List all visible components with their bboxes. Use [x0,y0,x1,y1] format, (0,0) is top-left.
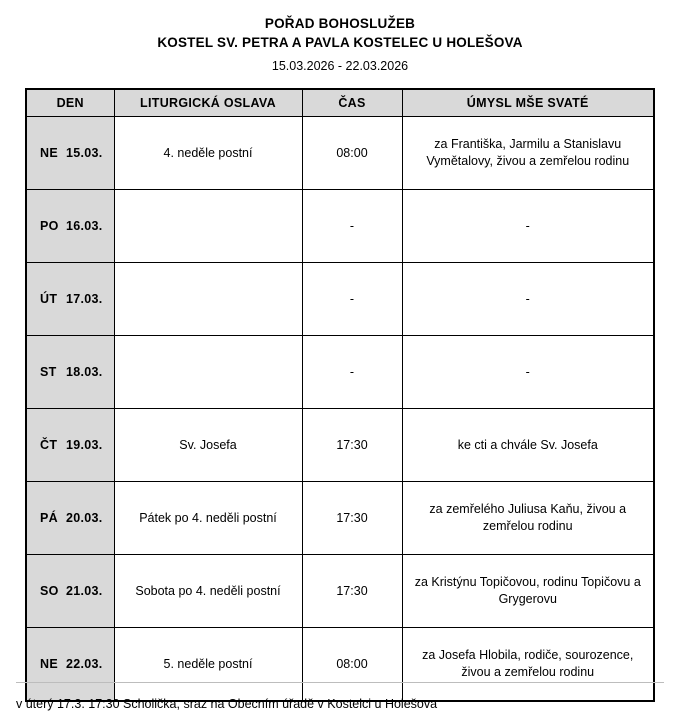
row-day-cell [26,409,114,482]
day-date: 19.03. [66,438,103,452]
row-day-cell [26,482,114,555]
footer-note-text: v úterý 17.3. 17:30 Scholička, sraz na Obecním úřadě v Kostelci u Holešova [16,697,438,711]
document-header [0,0,680,76]
page-title: POŘAD BOHOSLUŽEB [264,16,416,31]
row-time-cell: 17:30 [302,409,402,482]
row-intention-cell: za Josefa Hlobila, rodiče, sourozence, živou a zemřelou rodinu [402,628,654,702]
table-row [26,263,654,336]
row-time-cell: - [302,190,402,263]
row-time-cell: 08:00 [302,117,402,190]
row-liturgy-cell [114,190,302,263]
day-date: 18.03. [66,365,103,379]
page-subtitle: KOSTEL SV. PETRA A PAVLA KOSTELEC U HOLEŠOVA [157,35,523,50]
column-header-day: DEN [26,89,114,117]
day-name: NE [40,146,58,160]
row-liturgy-cell: 5. neděle postní [114,628,302,702]
date-range: 15.03.2026 - 22.03.2026 [271,59,409,73]
row-intention-cell: - [402,263,654,336]
row-intention-cell: za Františka, Jarmilu a Stanislavu Vymětalovy, živou a zemřelou rodinu [402,117,654,190]
row-time-cell: 17:30 [302,482,402,555]
row-liturgy-cell: Sv. Josefa [114,409,302,482]
day-date: 16.03. [66,219,103,233]
table-row [26,482,654,555]
day-date: 22.03. [66,657,103,671]
row-time-cell: 17:30 [302,555,402,628]
row-time-cell: - [302,336,402,409]
column-header-liturgy: LITURGICKÁ OSLAVA [114,89,302,117]
day-name: NE [40,657,58,671]
row-day-cell [26,555,114,628]
day-date: 17.03. [66,292,103,306]
day-name: ÚT [40,292,58,306]
row-intention-cell: za Kristýnu Topičovou, rodinu Topičovu a Grygerovu [402,555,654,628]
schedule-table [25,88,655,702]
table-row [26,117,654,190]
table-row [26,555,654,628]
day-name: ČT [40,438,58,452]
row-day-cell [26,117,114,190]
row-day-cell [26,263,114,336]
row-day-cell [26,190,114,263]
row-intention-cell: za zemřelého Juliusa Kaňu, živou a zemřelou rodinu [402,482,654,555]
day-date: 15.03. [66,146,103,160]
row-liturgy-cell [114,336,302,409]
day-name: PÁ [40,511,58,525]
footer-note [16,682,664,713]
day-name: SO [40,584,59,598]
table-header-row [26,89,654,117]
day-date: 20.03. [66,511,103,525]
table-row [26,409,654,482]
row-intention-cell: - [402,336,654,409]
column-header-time: ČAS [302,89,402,117]
row-liturgy-cell: Pátek po 4. neděli postní [114,482,302,555]
table-row [26,190,654,263]
row-day-cell [26,336,114,409]
day-date: 21.03. [66,584,103,598]
day-name: PO [40,219,59,233]
row-liturgy-cell: Sobota po 4. neděli postní [114,555,302,628]
row-time-cell: 08:00 [302,628,402,702]
day-name: ST [40,365,57,379]
row-time-cell: - [302,263,402,336]
row-liturgy-cell: 4. neděle postní [114,117,302,190]
row-intention-cell: ke cti a chvále Sv. Josefa [402,409,654,482]
row-liturgy-cell [114,263,302,336]
table-row [26,336,654,409]
column-header-intention: ÚMYSL MŠE SVATÉ [402,89,654,117]
row-intention-cell: - [402,190,654,263]
